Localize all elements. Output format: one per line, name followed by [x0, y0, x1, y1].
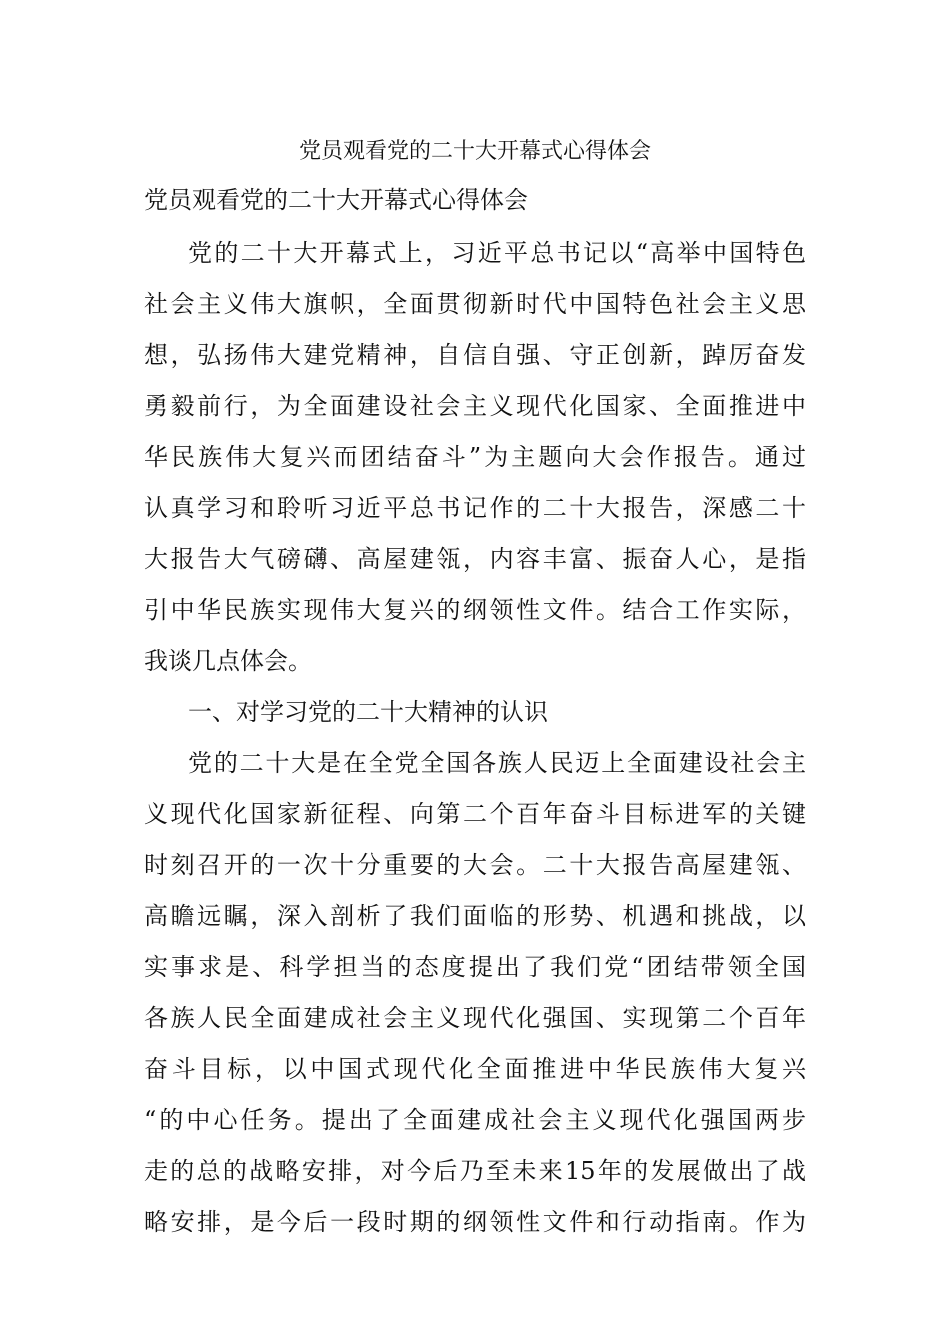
paragraph-line: 引中华民族实现伟大复兴的纲领性文件。结合工作实际，	[144, 596, 806, 624]
paragraph-line: 想，弘扬伟大建党精神，自信自强、守正创新，踔厉奋发	[144, 341, 806, 369]
paragraph-line: 实事求是、科学担当的态度提出了我们党“团结带领全国	[144, 953, 806, 981]
paragraph-line: 大报告大气磅礴、高屋建瓴，内容丰富、振奋人心，是指	[144, 545, 806, 573]
paragraph-line: 党的二十大是在全党全国各族人民迈上全面建设社会主	[188, 749, 806, 777]
document-subtitle: 党员观看党的二十大开幕式心得体会	[144, 186, 528, 214]
paragraph-line: 华民族伟大复兴而团结奋斗”为主题向大会作报告。通过	[144, 443, 806, 471]
paragraph-line: 略安排，是今后一段时期的纲领性文件和行动指南。作为	[144, 1208, 806, 1236]
paragraph-line: 奋斗目标，以中国式现代化全面推进中华民族伟大复兴	[144, 1055, 806, 1083]
document-body	[144, 228, 806, 1248]
paragraph-line: “的中心任务。提出了全面建成社会主义现代化强国两步	[144, 1106, 806, 1134]
paragraph-line: 高瞻远瞩，深入剖析了我们面临的形势、机遇和挑战，以	[144, 902, 806, 930]
paragraph-line: 义现代化国家新征程、向第二个百年奋斗目标进军的关键	[144, 800, 806, 828]
paragraph-line: 各族人民全面建成社会主义现代化强国、实现第二个百年	[144, 1004, 806, 1032]
paragraph-line: 社会主义伟大旗帜，全面贯彻新时代中国特色社会主义思	[144, 290, 806, 318]
section-heading: 一、对学习党的二十大精神的认识	[188, 698, 548, 726]
paragraph-line: 我谈几点体会。	[144, 647, 312, 675]
document-title: 党员观看党的二十大开幕式心得体会	[298, 139, 651, 164]
paragraph-line: 认真学习和聆听习近平总书记作的二十大报告，深感二十	[144, 494, 806, 522]
paragraph-line: 勇毅前行，为全面建设社会主义现代化国家、全面推进中	[144, 392, 806, 420]
paragraph-line: 时刻召开的一次十分重要的大会。二十大报告高屋建瓴、	[144, 851, 806, 879]
paragraph-line: 党的二十大开幕式上，习近平总书记以“高举中国特色	[188, 239, 806, 267]
paragraph-line: 走的总的战略安排，对今后乃至未来15年的发展做出了战	[144, 1157, 806, 1185]
